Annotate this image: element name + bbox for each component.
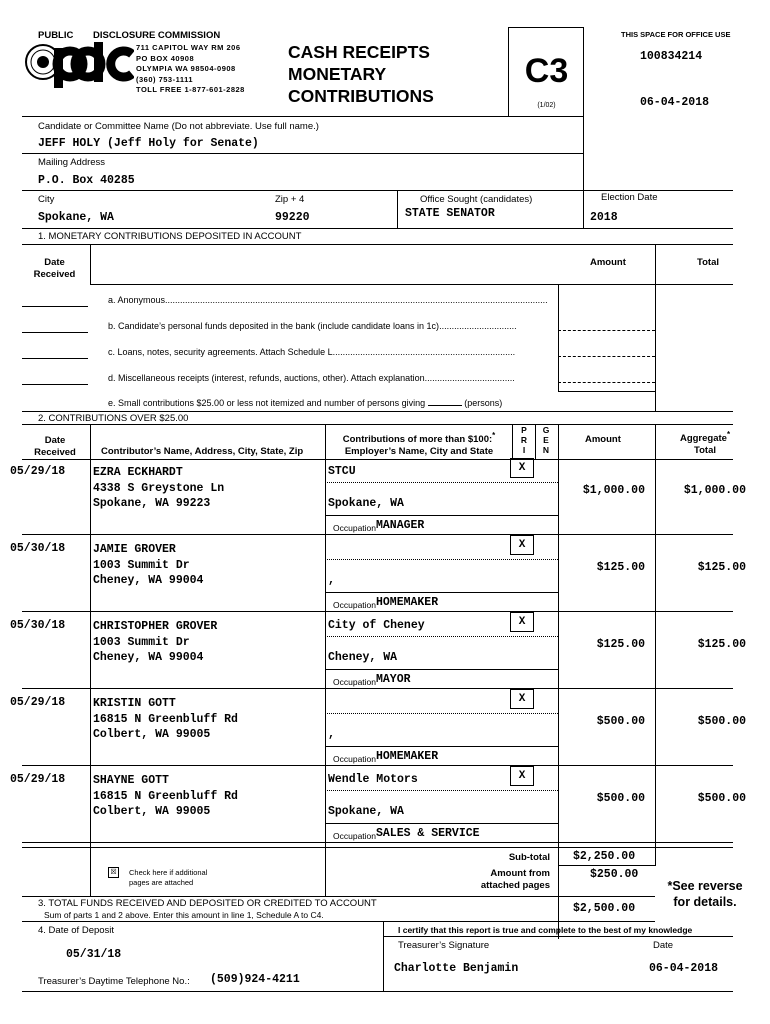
pdc-logo	[24, 40, 134, 90]
candidate-name: JEFF HOLY (Jeff Holy for Senate)	[38, 137, 259, 150]
row-date: 05/29/18	[10, 773, 66, 786]
section1-amount-header: Amount	[590, 257, 626, 268]
election-date: 2018	[590, 211, 618, 224]
occupation-field: OccupationSALES & SERVICE	[333, 827, 480, 841]
city: Spokane, WA	[38, 211, 114, 224]
row-amount: $1,000.00	[582, 484, 645, 497]
form-code-box	[508, 27, 584, 117]
candidate-name-label: Candidate or Committee Name (Do not abbreviate. Use full name.)	[38, 121, 319, 132]
section3-title: 3. TOTAL FUNDS RECEIVED AND DEPOSITED OR CREDITED TO ACCOUNT	[38, 898, 377, 909]
row-aggregate: $1,000.00	[683, 484, 746, 497]
line-d: d. Miscellaneous receipts (interest, refunds, auctions, other). Attach explanation....................................	[108, 373, 515, 383]
office-sought-label: Office Sought (candidates)	[420, 194, 533, 205]
agency-name-right: DISCLOSURE COMMISSION	[93, 30, 221, 41]
subtotal-label: Sub-total	[508, 852, 550, 863]
additional-pages-checkbox[interactable]: ☒	[108, 867, 119, 878]
total-funds-value: $2,500.00	[573, 902, 636, 915]
line-c: c. Loans, notes, security agreements. Attach Schedule L.........................................................................	[108, 347, 516, 357]
section1-total-header: Total	[697, 257, 719, 268]
employer-name: City of Cheney	[328, 619, 425, 632]
row-amount: $500.00	[596, 715, 645, 728]
row-amount: $125.00	[596, 561, 645, 574]
office-sought: STATE SENATOR	[405, 207, 495, 220]
contributor-address: EZRA ECKHARDT 4338 S Greystone Ln Spokane, WA 99223	[93, 466, 225, 510]
treasurer-phone: (509)924-4211	[210, 973, 300, 986]
employer-city: Spokane, WA	[328, 497, 404, 510]
agency-address: 711 CAPITOL WAY RM 206 PO BOX 40908 OLYMPIA WA 98504-0908 (360) 753-1111 TOLL FREE 1-877-601-2828	[136, 43, 245, 94]
contributor-address: SHAYNE GOTT 16815 N Greenbluff Rd Colbert, WA 99005	[93, 774, 238, 818]
employer-name: Wendle Motors	[328, 773, 418, 786]
form-code: C3	[524, 52, 569, 90]
election-date-label: Election Date	[601, 192, 658, 203]
section1-date-header: Date Received	[33, 257, 76, 280]
row-amount: $125.00	[596, 638, 645, 651]
treasurer-signature: Charlotte Benjamin	[394, 962, 519, 975]
zip: 99220	[275, 211, 310, 224]
city-label: City	[38, 194, 55, 205]
line-e: e. Small contributions $25.00 or less not itemized and number of persons giving (persons)	[108, 398, 503, 408]
contributor-header: Contributor’s Name, Address, City, State, Zip	[101, 446, 304, 457]
row-date: 05/29/18	[10, 696, 66, 709]
primary-mark: X	[510, 458, 534, 478]
section3-subtitle: Sum of parts 1 and 2 above. Enter this amount in line 1, Schedule A to C4.	[44, 910, 324, 920]
occupation-field: OccupationMAYOR	[333, 673, 411, 687]
row-aggregate: $500.00	[697, 792, 746, 805]
attached-pages-value: $250.00	[590, 868, 639, 881]
agency-name-left: PUBLIC	[38, 30, 74, 41]
primary-header: P R I	[520, 425, 528, 455]
employer-city: ,	[328, 574, 335, 587]
office-id: 100834214	[640, 50, 703, 63]
section2-amount-header: Amount	[585, 434, 621, 445]
form-title: CASH RECEIPTS MONETARY CONTRIBUTIONS	[288, 42, 434, 106]
signature-date-label: Date	[653, 940, 674, 951]
contributor-address: CHRISTOPHER GROVER 1003 Summit Dr Cheney, WA 99004	[93, 620, 218, 664]
treasurer-phone-label: Treasurer’s Daytime Telephone No.:	[38, 976, 190, 987]
deposit-date: 05/31/18	[66, 948, 122, 961]
row-date: 05/29/18	[10, 465, 66, 478]
occupation-field: OccupationHOMEMAKER	[333, 750, 439, 764]
section2-date-header: Date Received	[34, 435, 76, 458]
subtotal-value: $2,250.00	[573, 850, 636, 863]
additional-pages-label: Check here if additional pages are attached	[129, 868, 208, 887]
row-aggregate: $500.00	[697, 715, 746, 728]
line-a: a. Anonymous.........................................................................................................................................................	[108, 295, 548, 305]
general-header: G E N	[542, 425, 550, 455]
primary-mark: X	[510, 766, 534, 786]
section1-title: 1. MONETARY CONTRIBUTIONS DEPOSITED IN ACCOUNT	[38, 231, 302, 242]
row-aggregate: $125.00	[697, 638, 746, 651]
see-reverse-note: *See reverse for details.	[667, 879, 743, 909]
aggregate-header: Aggregate* Total	[679, 430, 731, 457]
occupation-field: OccupationMANAGER	[333, 519, 425, 533]
office-date: 06-04-2018	[640, 96, 710, 109]
employer-header: Contributions of more than $100:* Employer’s Name, City and State	[342, 431, 496, 458]
zip-label: Zip + 4	[275, 194, 305, 205]
mailing-address: P.O. Box 40285	[38, 174, 135, 187]
row-amount: $500.00	[596, 792, 645, 805]
office-use-label: THIS SPACE FOR OFFICE USE	[621, 30, 731, 39]
mailing-address-label: Mailing Address	[38, 157, 106, 168]
row-date: 05/30/18	[10, 542, 66, 555]
primary-mark: X	[510, 689, 534, 709]
signature-date: 06-04-2018	[649, 962, 719, 975]
employer-city: Spokane, WA	[328, 805, 404, 818]
section4-title: 4. Date of Deposit	[38, 925, 115, 936]
row-date: 05/30/18	[10, 619, 66, 632]
line-b: b. Candidate’s personal funds deposited in the bank (include candidate loans in 1c)...............................	[108, 321, 517, 331]
occupation-field: OccupationHOMEMAKER	[333, 596, 439, 610]
form-revision: (1/02)	[537, 102, 556, 109]
contributor-address: KRISTIN GOTT 16815 N Greenbluff Rd Colbert, WA 99005	[93, 697, 238, 741]
row-aggregate: $125.00	[697, 561, 746, 574]
primary-mark: X	[510, 535, 534, 555]
section2-title: 2. CONTRIBUTIONS OVER $25.00	[38, 413, 189, 424]
signature-label: Treasurer’s Signature	[398, 940, 490, 951]
primary-mark: X	[510, 612, 534, 632]
attached-pages-label: Amount from attached pages	[480, 868, 550, 891]
contributor-address: JAMIE GROVER 1003 Summit Dr Cheney, WA 99004	[93, 543, 204, 587]
employer-city: Cheney, WA	[328, 651, 398, 664]
certification-text: I certify that this report is true and complete to the best of my knowledge	[398, 925, 693, 935]
employer-name: STCU	[328, 465, 356, 478]
employer-city: ,	[328, 728, 335, 741]
